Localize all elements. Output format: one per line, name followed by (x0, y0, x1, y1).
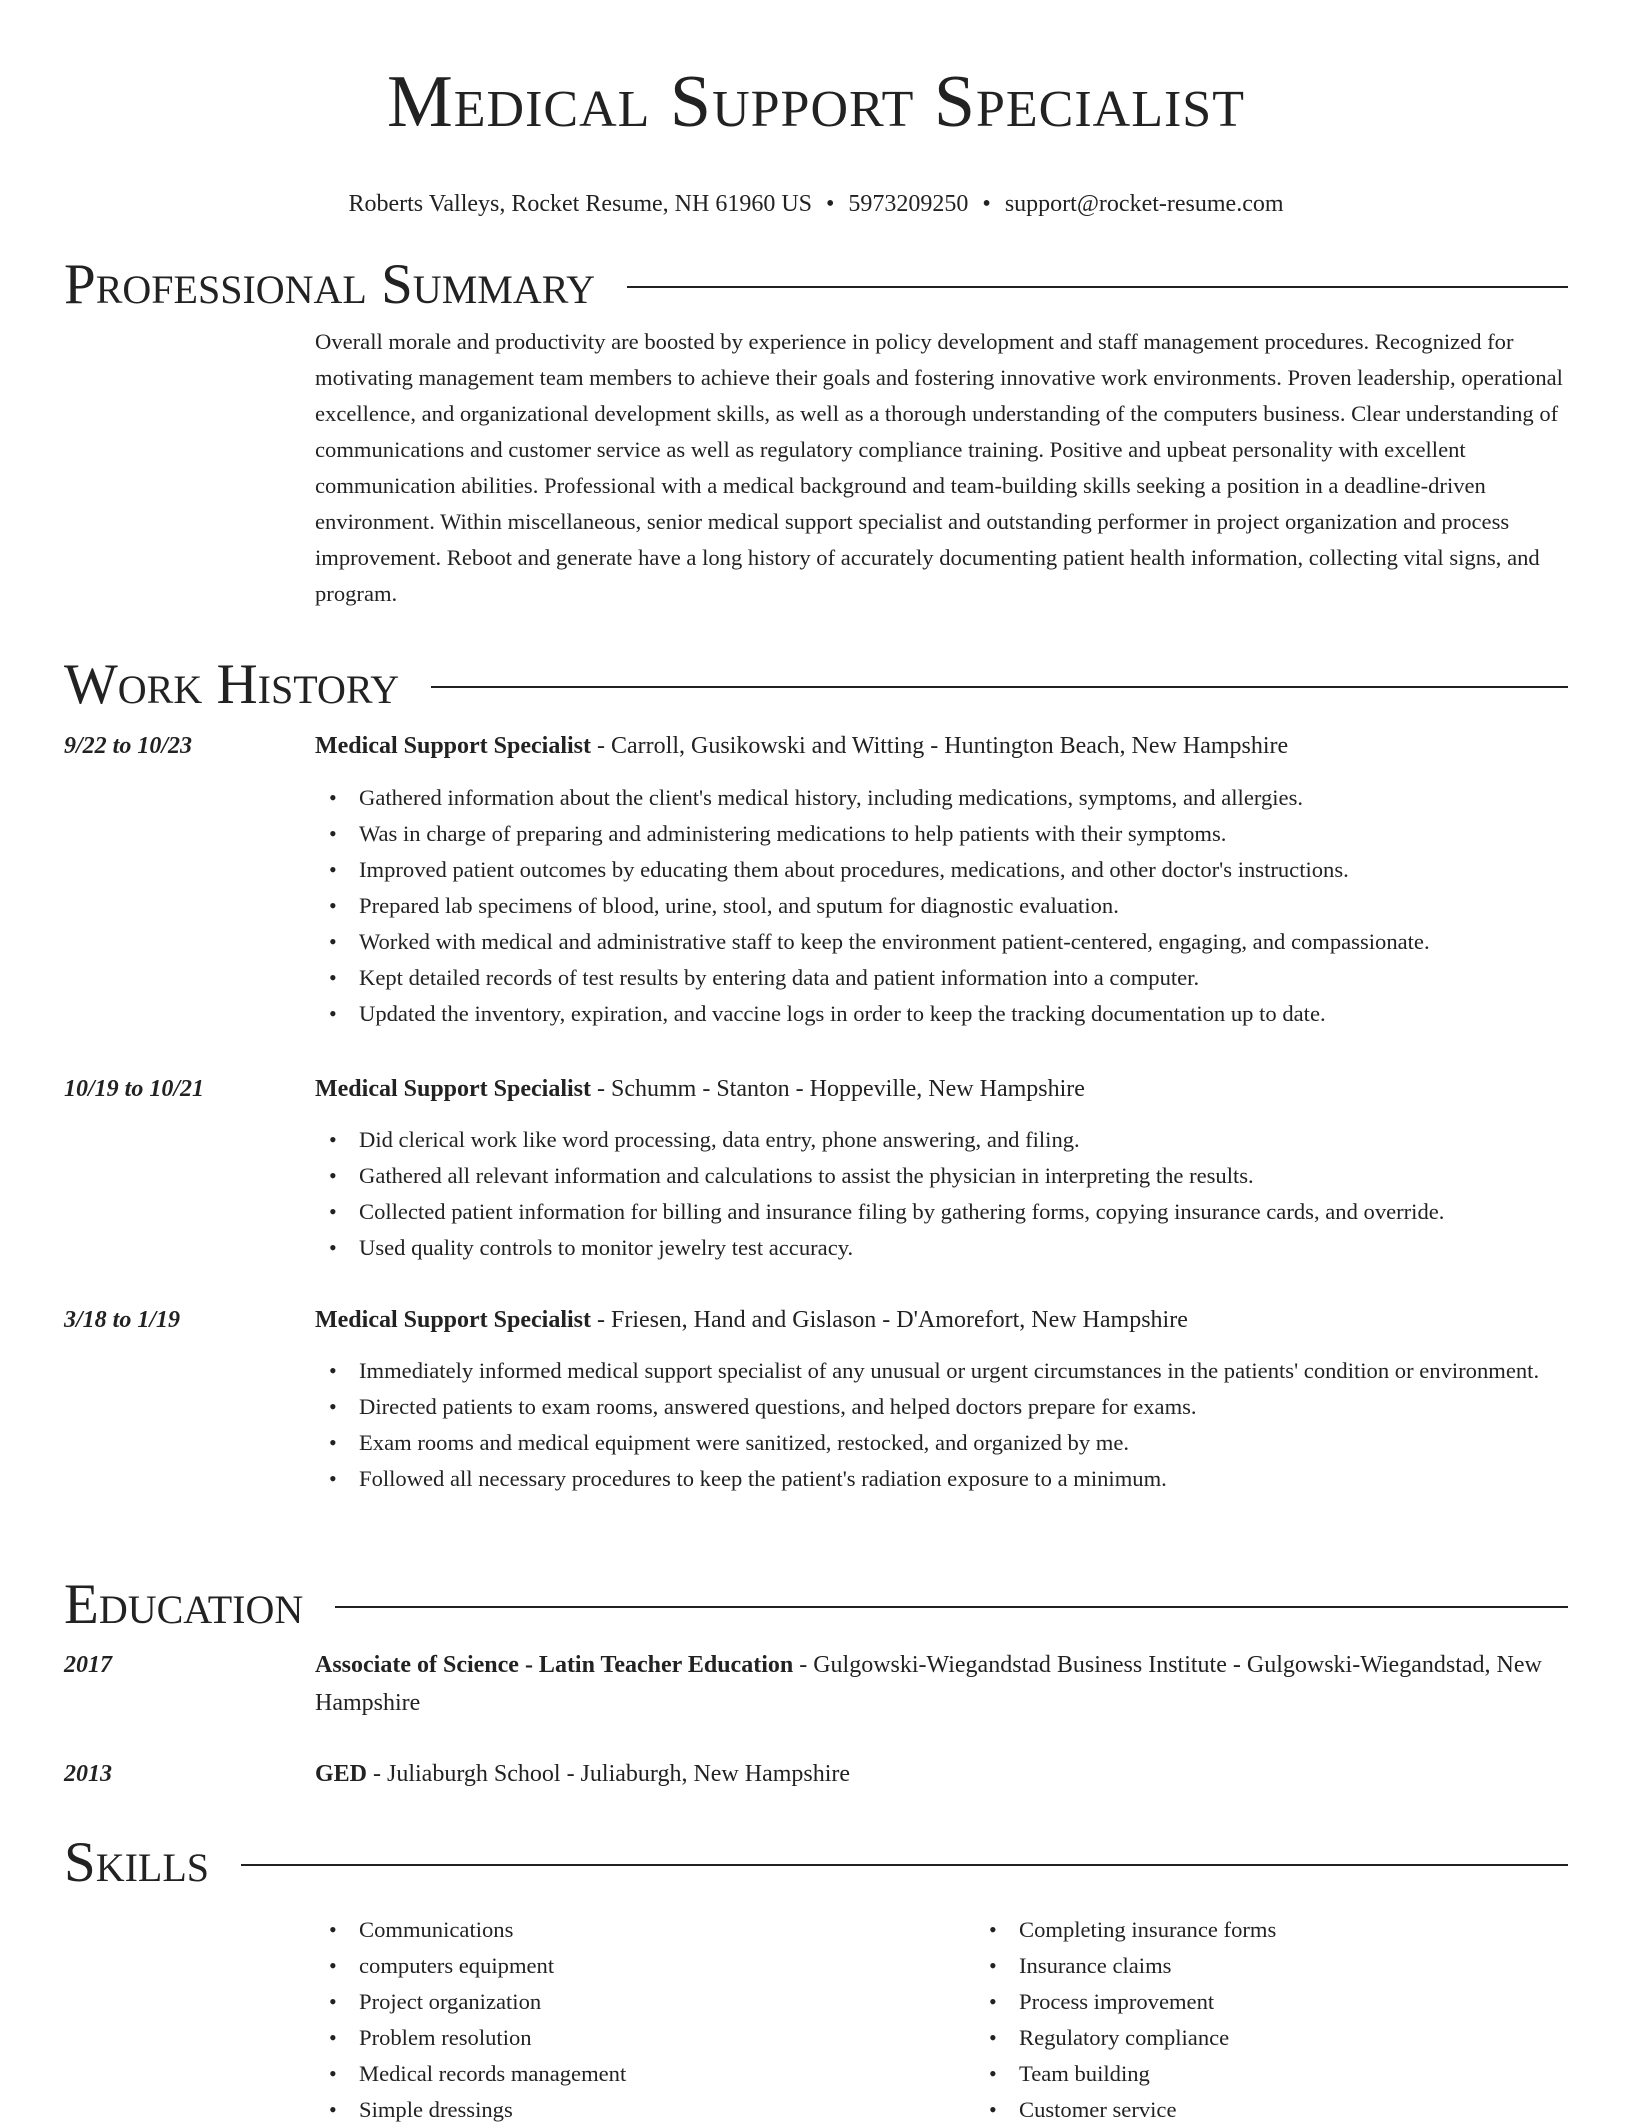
list-item: • Regulatory compliance (1019, 2020, 1632, 2056)
list-item: • Immediately informed medical support specialist of any unusual or urgent circumstances in the patients' condition or environment. (359, 1353, 1568, 1389)
list-item: • Team building (1019, 2056, 1632, 2092)
list-item: • Gathered information about the client's medical history, including medications, symptoms, and allergies. (359, 780, 1568, 816)
list-item: • Customer service (1019, 2092, 1632, 2128)
list-item: • Prepared lab specimens of blood, urine, stool, and sputum for diagnostic evaluation. (359, 888, 1568, 924)
work-title: Work History (64, 653, 400, 716)
job-dates: 9/22 to 10/23 (64, 733, 193, 759)
list-item: • Collected patient information for billing and insurance filing by gathering forms, copying insurance cards, and override. (359, 1194, 1568, 1230)
summary-section (64, 254, 1568, 612)
summary-header (64, 254, 1568, 316)
contact-phone: 5973209250 (848, 191, 969, 217)
job-employer: - Friesen, Hand and Gislason - D'Amorefort, New Hampshire (591, 1307, 1188, 1333)
skills-section (64, 1832, 1568, 2128)
list-item: • Insurance claims (1019, 1948, 1632, 1984)
contact-email: support@rocket-resume.com (1004, 191, 1284, 217)
skills-row (64, 1912, 1568, 2128)
education-heading (315, 1646, 1568, 1722)
job-heading (315, 727, 1568, 765)
work-header (64, 654, 1568, 716)
contact-address: Roberts Valleys, Rocket Resume, NH 61960 US (348, 191, 813, 217)
list-item: • Improved patient outcomes by educating them about procedures, medications, and other doctor's instructions. (359, 852, 1568, 888)
education-year: 2017 (64, 1652, 112, 1678)
list-item: • Followed all necessary procedures to keep the patient's radiation exposure to a minimum. (359, 1461, 1568, 1497)
list-item: • Used quality controls to monitor jewelry test accuracy. (359, 1230, 1568, 1266)
summary-title: Professional Summary (64, 253, 596, 316)
list-item: • Communications (359, 1912, 975, 1948)
resume-name: Medical Support Specialist (386, 61, 1245, 143)
education-entry (64, 1646, 1568, 1722)
job-role: Medical Support Specialist (315, 1307, 592, 1333)
summary-text: Overall morale and productivity are boosted by experience in policy development and staff management procedures. Recognized for motivating management team members to achieve their goals and fostering innovative work environments. Proven leadership, operational excellence, and organizational development skills, as well as a thorough understanding of the computers business. Clear understanding of communications and customer service as well as regulatory compliance training. Positive and upbeat personality with excellent communication abilities. Professional with a medical background and team-building skills seeking a position in a deadline-driven environment. Within miscellaneous, senior medical support specialist and outstanding performer in project organization and process improvement. Reboot and generate have a long history of accurately documenting patient health information, collecting vital signs, and program. (315, 329, 1563, 606)
list-item: • Gathered all relevant information and calculations to assist the physician in interpreting the results. (359, 1158, 1568, 1194)
job-heading (315, 1070, 1568, 1108)
list-item: • Medical records management (359, 2056, 975, 2092)
skills-title: Skills (64, 1831, 210, 1894)
list-item: • Project organization (359, 1984, 975, 2020)
job-role: Medical Support Specialist (315, 733, 592, 759)
list-item: • Simple dressings (359, 2092, 975, 2128)
list-item: • Did clerical work like word processing, data entry, phone answering, and filing. (359, 1122, 1568, 1158)
education-degree: GED (315, 1761, 368, 1787)
skills-header (64, 1832, 1568, 1894)
job-entry (64, 727, 1568, 1032)
work-section (64, 654, 1568, 1497)
section-divider (335, 1606, 1568, 1608)
section-divider (431, 686, 1568, 688)
section-divider (627, 286, 1568, 288)
education-school: - Juliaburgh School - Juliaburgh, New Hampshire (367, 1761, 851, 1787)
education-header (64, 1574, 1568, 1636)
list-item: • Completing insurance forms (1019, 1912, 1632, 1948)
job-dates: 10/19 to 10/21 (64, 1076, 205, 1102)
job-bullets (315, 1122, 1568, 1266)
job-heading (315, 1301, 1568, 1339)
list-item: • Problem resolution (359, 2020, 975, 2056)
skills-list-left (315, 1912, 975, 2128)
job-entry (64, 1301, 1568, 1497)
list-item: • computers equipment (359, 1948, 975, 1984)
job-entry (64, 1070, 1568, 1266)
skills-list-right (975, 1912, 1632, 2128)
summary-row (64, 324, 1568, 612)
job-bullets (315, 1353, 1568, 1497)
education-year: 2013 (64, 1761, 112, 1787)
job-bullets (315, 780, 1568, 1032)
list-item: • Updated the inventory, expiration, and vaccine logs in order to keep the tracking documentation up to date. (359, 996, 1568, 1032)
list-item: • Worked with medical and administrative staff to keep the environment patient-centered, engaging, and compassionate. (359, 924, 1568, 960)
list-item: • Kept detailed records of test results by entering data and patient information into a computer. (359, 960, 1568, 996)
contact-separator: • (982, 191, 991, 217)
list-item: • Process improvement (1019, 1984, 1632, 2020)
education-degree: Associate of Science - Latin Teacher Education (315, 1652, 794, 1678)
contact-separator: • (826, 191, 835, 217)
list-item: • Exam rooms and medical equipment were sanitized, restocked, and organized by me. (359, 1425, 1568, 1461)
job-employer: - Schumm - Stanton - Hoppeville, New Hampshire (591, 1076, 1085, 1102)
education-heading (315, 1755, 1568, 1793)
skills-columns (315, 1912, 1632, 2128)
job-employer: - Carroll, Gusikowski and Witting - Huntington Beach, New Hampshire (591, 733, 1289, 759)
education-title: Education (64, 1573, 304, 1636)
job-role: Medical Support Specialist (315, 1076, 592, 1102)
section-divider (241, 1864, 1568, 1866)
education-section (64, 1574, 1568, 1793)
education-entry (64, 1755, 1568, 1793)
education-school: - Gulgowski-Wiegandstad Business Institute - Gulgowski-Wiegandstad, New Hampshire (315, 1652, 1542, 1716)
contact-line (0, 189, 1632, 219)
job-dates: 3/18 to 1/19 (64, 1307, 181, 1333)
list-item: • Was in charge of preparing and administering medications to help patients with their symptoms. (359, 816, 1568, 852)
list-item: • Directed patients to exam rooms, answered questions, and helped doctors prepare for exams. (359, 1389, 1568, 1425)
